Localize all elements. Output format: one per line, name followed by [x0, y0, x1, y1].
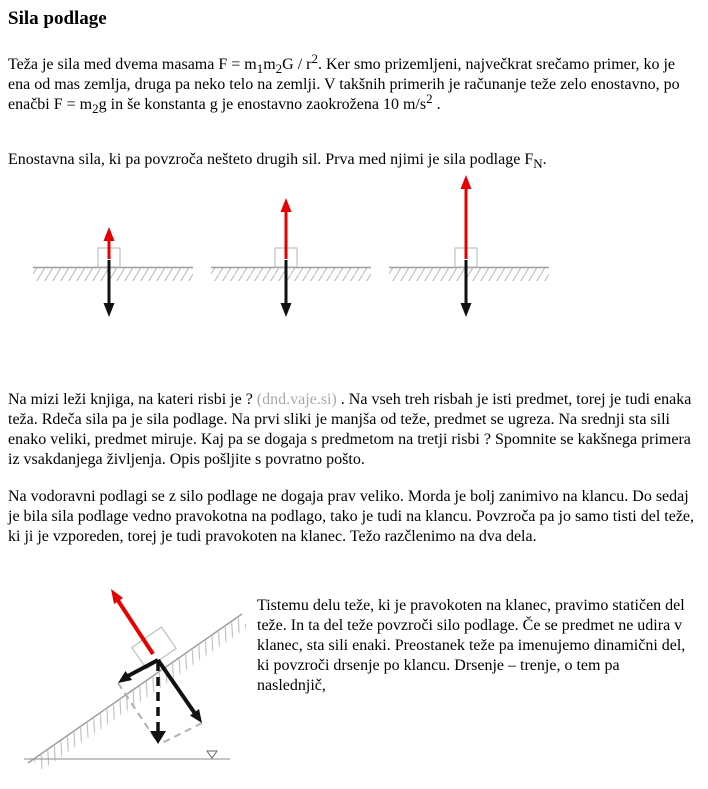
ground-hatch — [33, 268, 193, 281]
figure-incline — [20, 570, 255, 769]
paragraph-weight-intro: Teža je sila med dvema masama $F = m_1m_2G / r^2$. Ker smo prizemljeni, največkrat srečamo primer, ko je ena od mas zemlja, druga pa neko telo na zemlji. V takšnih primerih je računanje teže zelo enostavno, po enačbi $F = m_2g$ in še konstanta g je enostavno zaokrožena 10 $m/s^2$ . — [8, 51, 680, 116]
subscript-FN: N — [533, 156, 543, 171]
subscript-m2: 2 — [275, 61, 283, 76]
normal-force-arrowhead — [461, 175, 472, 189]
paragraph-question: Na mizi leži knjiga, na kateri risbi je ? (dnd.vaje.si) . Na vseh treh risbah je isti predmet, torej je tudi enaka teža. Rdeča sila pa je sila podlage. Na prvi sliki je manjša od teže, predmet se ugreza. Na srednji sta sili enako veliki, predmet miruje. Kaj pa se dogaja s predmetom na tretji risbi ? Spomnite se kakšnega primera iz vsakdanjega življenja. Opis pošljite s povratno pošto. — [8, 391, 692, 468]
intro-text: Teža je sila med dvema masama F = m — [8, 56, 257, 73]
normal-force-arrowhead — [111, 589, 123, 604]
link-dnd-vaje-si: (dnd.vaje.si) — [256, 391, 337, 408]
normal-force-arrowhead — [281, 198, 292, 212]
weight-arrowhead — [461, 303, 472, 317]
subscript-m2g: 2 — [92, 101, 99, 116]
paragraph-incline-intro: Na vodoravni podlagi se z silo podlage ne dogaja prav veliko. Morda je bolj zanimivo na klancu. Do sedaj je bila sila podlage vedno pravokotna na podlago, tako je tudi na klancu. Povzroča pa jo samo tisti del teže, ki ji je vzporeden, torej je tudi pravokoten na klanec. Težo razčlenimo na dva dela. — [8, 488, 695, 545]
paragraph-incline-explanation: Tistemu delu teže, ki je pravokoten na klanec, pravimo statičen del teže. In ta del teže povzroči silo podlage. Če se predmet ne udira v klanec, sta sili enaki. Preostanek teže pa imenujemo dinamični del, ki povzroči drsenje po klancu. Drsenje – trenje, o tem pa naslednjič, — [257, 597, 686, 694]
incline-section — [8, 570, 700, 769]
incline-hatch-group — [33, 617, 247, 769]
weight-arrowhead — [281, 303, 292, 317]
datum-triangle-icon — [207, 751, 217, 758]
page-title: Sila podlage — [8, 8, 107, 29]
subscript-m1: 1 — [256, 61, 264, 76]
paragraph-normal-force: Enostavna sila, ki pa povzroča nešteto drugih sil. Prva med njimi je sila podlage $F_N$. — [8, 151, 547, 171]
normal-force-arrowhead — [104, 227, 115, 241]
figure-sinking-object — [33, 170, 193, 320]
superscript-r2: 2 — [311, 51, 318, 66]
superscript-ms2: 2 — [426, 91, 433, 106]
incline-surface-line — [28, 614, 242, 763]
ground-hatch — [389, 268, 549, 281]
figure-larger-normal-force — [389, 170, 549, 320]
incline-hatch — [33, 617, 247, 769]
figure-flat-ground-row — [33, 170, 700, 320]
parallelogram-dashed-right — [160, 723, 202, 744]
weight-arrowhead — [104, 303, 115, 317]
ground-hatch — [211, 268, 371, 281]
figure-balanced-object — [211, 170, 371, 320]
